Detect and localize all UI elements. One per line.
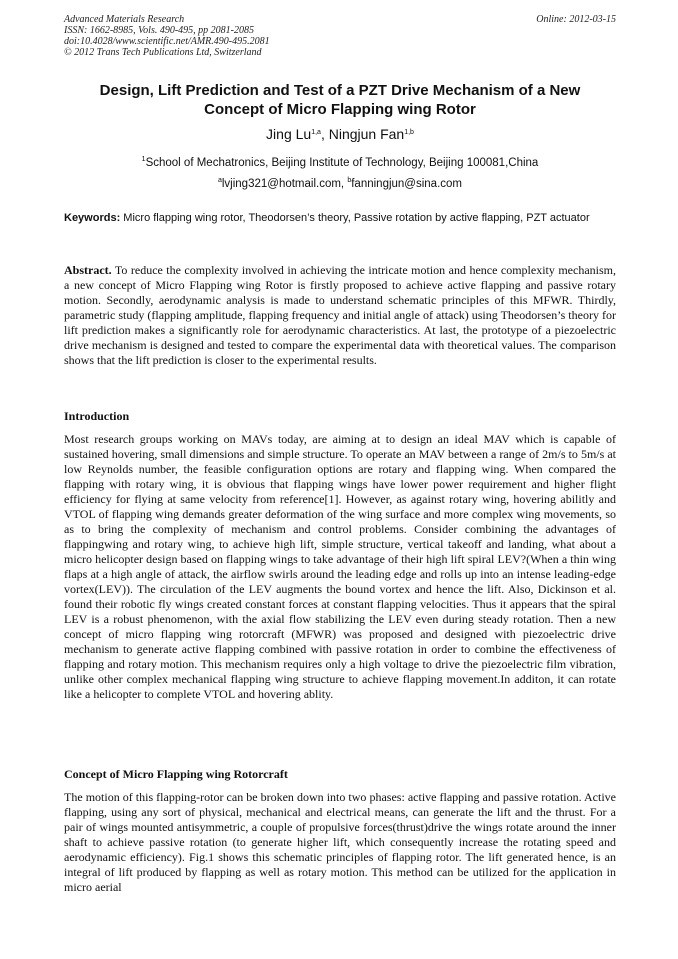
email-b: fanningjun@sina.com	[351, 178, 463, 190]
concept-paragraph: The motion of this flapping-rotor can be broken down into two phases: active flapping and passive rotation. Active flapping, using any sort of physical, mechanical and electrical means, can generate the lift and the thrust. For a pair of wings mounted antisymmetric, a couple of propulsive forces(thrust)drive the wings rotate around the inner shaft to achieve passive rotation (to generate higher lift, which consequently increase the rotating speed and aerodynamic efficiency). Fig.1 shows this schematic principles of flapping rotor. The lift generated hence, is an integral of lift produced by flapping as well as rotary motion. This method can be utilized for the application in micro aerial	[64, 790, 616, 894]
journal-issn: ISSN: 1662-8985, Vols. 490-495, pp 2081-2085	[64, 25, 254, 36]
introduction-paragraph: Most research groups working on MAVs today, are aiming at to design an ideal MAV which is capable of sustained hovering, small dimensions and simple structure. To operate an MAV between a range of 2m/s to 5m/s at low Reynolds number, the feasible configuration options are rotary and flapping wing. When compared the flapping with rotary wing, it is obvious that flapping wings have lower power requirement and higher flight efficiency for flying at same velocity from reference[1]. However, as against rotary wing, hovering abilitly and VTOL of flapping wing demands greater deformation of the wing surface and more complex wing movements, so as to bring the complexity of mechanism and control problems. Consider combining the advantages of flappingwing and rotary wing, to achieve high lift, simple structure, vertical takeoff and landing, what about a micro helicopter design based on flapping wings to take advantage of their high lift spiral LEV?(When a thin wing flaps at a high angle of attack, the airflow swirls around the leading edge and rolls up into an intense leading-edge vortex(LEV)). The circulation of the LEV augments the bound vortex and hence the lift. Also, Dickinson et al. found their robotic fly wings created constant forces at constant flapping velocities. Thus it appears that the spiral LEV is a robust phenomenon, with the axial flow stabilizing the LEV even during steady rotation. Then a new concept of micro flapping wing rotorcraft (MFWR) was proposed and designed with piezoelectric drive mechanism to generate active flapping combined with passive rotation in order to combine the effectiveness of flapping and rotary motion. This mechanism requires only a high voltage to drive the piezoelectric film vibration, unlike other complex mechanical flapping wing structure to achieve flapping movement.In additon, it can rotate like a helicopter to complete VTOL and hovering ablity.	[64, 432, 616, 701]
online-date: Online: 2012-03-15	[536, 14, 616, 25]
paper-title	[64, 81, 616, 119]
author-emails	[64, 177, 616, 191]
affiliation-superscript: 1	[141, 156, 146, 163]
keywords-text: Micro flapping wing rotor, Theodorsen’s theory, Passive rotation by active flapping, PZT actuator	[120, 212, 590, 224]
author-list	[64, 125, 616, 143]
abstract	[64, 263, 616, 368]
section-heading-introduction: Introduction	[64, 409, 130, 423]
journal-doi: doi:10.4028/www.scientific.net/AMR.490-495.2081	[64, 36, 270, 47]
keywords-label: Keywords:	[64, 212, 121, 224]
abstract-label: Abstract.	[64, 263, 112, 277]
affiliation	[64, 156, 616, 170]
author-superscript: 1,a	[311, 129, 321, 136]
journal-copyright: © 2012 Trans Tech Publications Ltd, Switzerland	[64, 47, 262, 58]
journal-name: Advanced Materials Research	[64, 14, 185, 25]
email-superscript: b	[347, 177, 352, 184]
author-name: Ningjun Fan	[328, 126, 405, 142]
journal-header	[64, 14, 616, 58]
section-heading-concept: Concept of Micro Flapping wing Rotorcraft	[64, 767, 288, 781]
author-name: Jing Lu	[266, 126, 312, 142]
keywords	[64, 211, 616, 225]
abstract-text: To reduce the complexity involved in achieving the intricate motion and hence complexity mechanism, a new concept of Micro Flapping wing Rotor is firstly proposed to achieve active flapping and passive rotary motion. Secondly, aerodynamic analysis is made to understand schematic principles of this MFWR. Thirdly, parametric study (flapping amplitude, flapping frequency and initial angle of attack) using Theodorsen’s theory for lift prediction makes a significantly role for aerodynamic characteristics. At last, the prototype of a piezoelectric drive mechanism is designed and tested to compare the experimental data with theoretical values. The comparison shows that the lift prediction is closer to the experimental results.	[64, 263, 616, 367]
title-line-2: Concept of Micro Flapping wing Rotor	[204, 101, 476, 118]
author-separator: ,	[320, 126, 329, 142]
affiliation-text: School of Mechatronics, Beijing Institute of Technology, Beijing 100081,China	[145, 157, 539, 169]
author-superscript: 1,b	[404, 129, 414, 136]
email-a: lvjing321@hotmail.com,	[221, 178, 348, 190]
title-line-1: Design, Lift Prediction and Test of a PZT Drive Mechanism of a New	[99, 82, 581, 99]
email-superscript: a	[217, 177, 222, 184]
